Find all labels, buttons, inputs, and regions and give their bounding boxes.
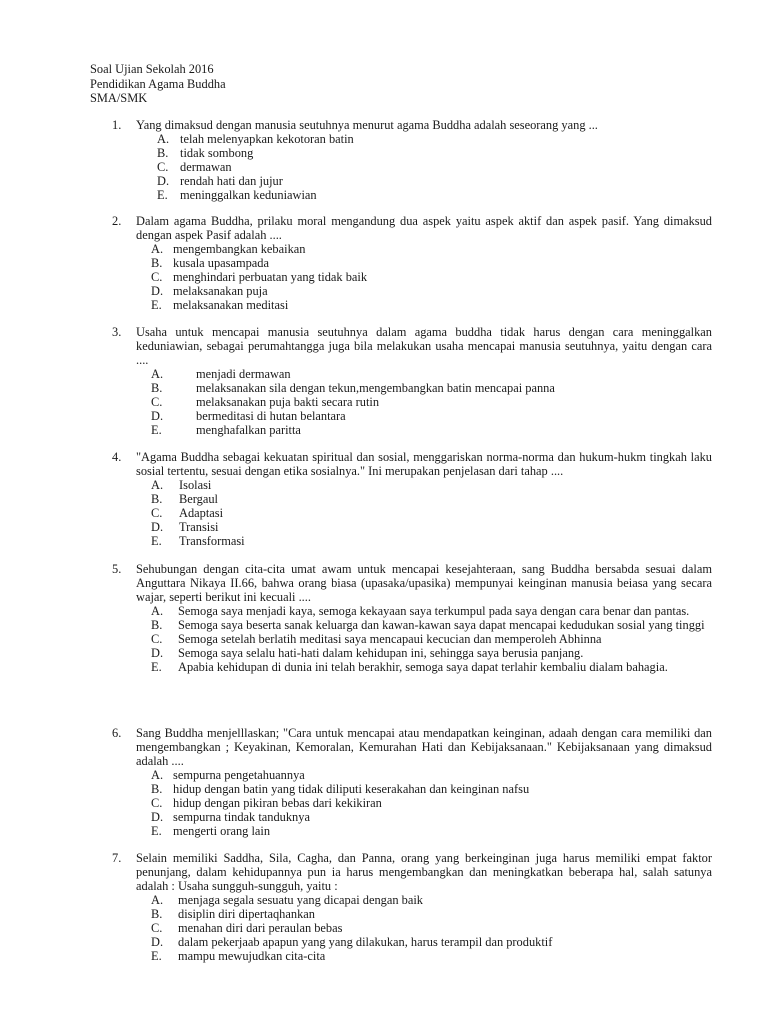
option-c: C. melaksanakan puja bakti secara rutin (151, 395, 380, 409)
option-e: E. Apabia kehidupan di dunia ini telah berakhir, semoga saya dapat terlahir kembaliu dialam bahagia. (151, 660, 668, 674)
option-list (151, 893, 712, 963)
question-number: 4. (112, 450, 122, 464)
option-d: D. bermeditasi di hutan belantara (151, 409, 346, 423)
option-d: D. Semoga saya selalu hati-hati dalam kehidupan ini, sehingga saya berusia panjang. (151, 646, 584, 660)
option-d: D. melaksanakan puja (151, 284, 268, 298)
question-number: 5. (112, 562, 122, 576)
option-b: B. kusala upasampada (151, 256, 269, 270)
question-6 (112, 726, 712, 838)
question-number: 3. (112, 325, 122, 339)
option-c: C. menghindari perbuatan yang tidak baik (151, 270, 368, 284)
option-b: B. Semoga saya beserta sanak keluarga dan kawan-kawan saya dapat mencapai kedudukan sosial yang tinggi (151, 618, 705, 632)
question-text: Usaha untuk mencapai manusia seutuhnya dalam agama buddha tidak harus dengan cara meninggalkan keduniawian, sebagai perumahtangga juga bila melakukan usaha mencapai manusia seutuhnya, yaitu dengan cara .... (136, 325, 712, 367)
exam-header (90, 62, 226, 106)
option-b: B. hidup dengan batin yang tidak diliputi keserakahan dan keinginan nafsu (151, 782, 530, 796)
option-list (157, 132, 712, 202)
option-a: A. telah melenyapkan kekotoran batin (157, 132, 354, 146)
question-text: "Agama Buddha sebagai kekuatan spiritual dan sosial, menggariskan norma-norma dan hukum-hukm tingkah laku sosial tertentu, sesuai dengan etika sosialnya." Ini merupakan penjelasan dari tahap .... (136, 450, 712, 478)
option-a: A. menjadi dermawan (151, 367, 291, 381)
option-d: D. dalam pekerjaab apapun yang yang dilakukan, harus terampil dan produktif (151, 935, 553, 949)
exam-level: SMA/SMK (90, 91, 148, 105)
option-list (151, 242, 712, 312)
question-number: 6. (112, 726, 122, 740)
option-a: A. Semoga saya menjadi kaya, semoga kekayaan saya terkumpul pada saya dengan cara benar dan pantas. (151, 604, 690, 618)
option-c: C. hidup dengan pikiran bebas dari kekikiran (151, 796, 382, 810)
question-1 (112, 118, 712, 202)
option-a: A. sempurna pengetahuannya (151, 768, 305, 782)
question-2 (112, 214, 712, 312)
question-number: 7. (112, 851, 122, 865)
option-b: B. melaksanakan sila dengan tekun,mengembangkan batin mencapai panna (151, 381, 555, 395)
option-c: C. Adaptasi (151, 506, 224, 520)
option-c: C. Semoga setelah berlatih meditasi saya mencapaui kecucian dan memperoleh Abhinna (151, 632, 602, 646)
option-list (151, 367, 712, 437)
option-b: B. tidak sombong (157, 146, 254, 160)
option-a: A. menjaga segala sesuatu yang dicapai dengan baik (151, 893, 423, 907)
question-3 (112, 325, 712, 437)
question-5 (112, 562, 712, 674)
question-text: Yang dimaksud dengan manusia seutuhnya menurut agama Buddha adalah seseorang yang ... (136, 118, 598, 132)
option-e: E. Transformasi (151, 534, 245, 548)
question-text: Dalam agama Buddha, prilaku moral mengandung dua aspek yaitu aspek aktif dan aspek pasif. Yang dimaksud dengan aspek Pasif adalah .... (136, 214, 712, 242)
option-d: D. rendah hati dan jujur (157, 174, 283, 188)
exam-subject: Pendidikan Agama Buddha (90, 76, 226, 91)
question-7 (112, 851, 712, 963)
option-e: E. meninggalkan keduniawian (157, 188, 317, 202)
option-a: A. Isolasi (151, 478, 212, 492)
option-b: B. Bergaul (151, 492, 218, 506)
option-e: E. menghafalkan paritta (151, 423, 301, 437)
option-list (151, 768, 712, 838)
question-text: Sehubungan dengan cita-cita umat awam untuk mencapai kesejahteraan, sang Buddha bersabda sesuai dalam Anguttara Nikaya II.66, bahwa orang biasa (upasaka/upasika) mempunyai keinginan manusia beiasa yang secara wajar, seperti berikut ini kecuali .... (136, 562, 712, 604)
exam-title: Soal Ujian Sekolah 2016 (90, 62, 214, 76)
option-list (151, 604, 712, 674)
question-4 (112, 450, 712, 548)
option-e: E. mengerti orang lain (151, 824, 271, 838)
option-c: C. dermawan (157, 160, 232, 174)
option-e: E. melaksanakan meditasi (151, 298, 289, 312)
option-d: D. Transisi (151, 520, 219, 534)
option-c: C. menahan diri dari peraulan bebas (151, 921, 343, 935)
option-e: E. mampu mewujudkan cita-cita (151, 949, 326, 963)
option-a: A. mengembangkan kebaikan (151, 242, 306, 256)
option-b: B. disiplin diri dipertaqhankan (151, 907, 315, 921)
option-d: D. sempurna tindak tanduknya (151, 810, 310, 824)
question-number: 1. (112, 118, 122, 132)
option-list (151, 478, 712, 548)
question-text: Selain memiliki Saddha, Sila, Cagha, dan Panna, orang yang berkeinginan juga harus memiliki empat faktor penunjang, dalam kehidupannya pun ia harus mengembangkan dan meningkatkan beberapa hal, salah satunya adalah : Usaha sungguh-sungguh, yaitu : (136, 851, 712, 893)
question-number: 2. (112, 214, 122, 228)
question-text: Sang Buddha menjelllaskan; "Cara untuk mencapai atau mendapatkan keinginan, adaah dengan cara memiliki dan mengembangkan ; Keyakinan, Kemoralan, Kemurahan Hati dan Kebijaksanaan." Kebijaksanaan yang dimaksud adalah .... (136, 726, 712, 768)
